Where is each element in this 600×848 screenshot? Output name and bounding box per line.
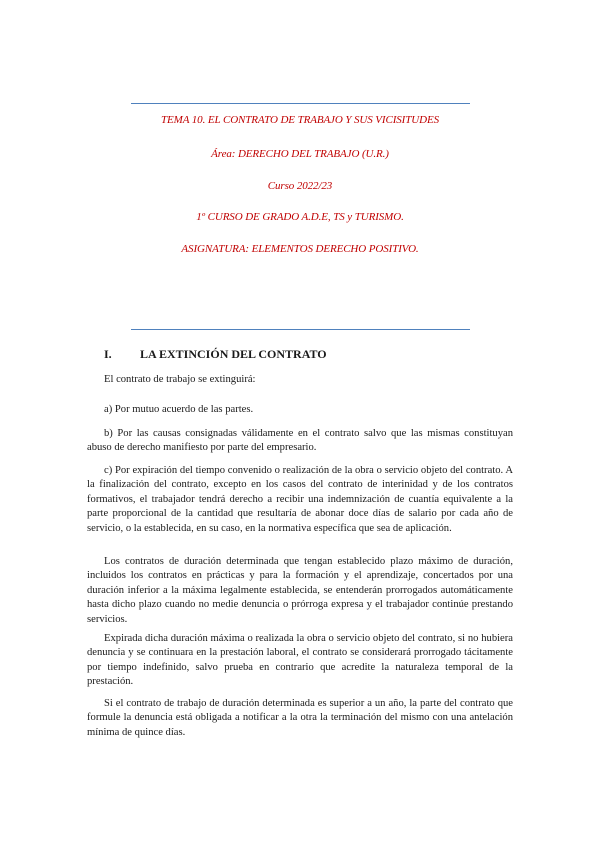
paragraph-prorroga-tacita: Expirada dicha duración máxima o realizada la obra o servicio objeto del contrato, si no hubiera denuncia y se continuara en la prestación laboral, el contrato se considerará prorrogado tácitamente por tiempo indefinido, salvo prueba en contrario que acredite la naturaleza temporal de la prestación. [87,633,513,688]
header-asignatura: ASIGNATURA: ELEMENTOS DERECHO POSITIVO. [181,243,419,255]
bottom-divider [131,329,470,330]
top-divider [131,103,470,104]
header-curso: Curso 2022/23 [267,180,333,192]
header-grado: 1º CURSO DE GRADO A.D.E, TS y TURISMO. [196,211,404,223]
paragraph-item-a: a) Por mutuo acuerdo de las partes. [104,404,254,415]
section-number: I. [104,347,112,361]
paragraph-intro: El contrato de trabajo se extinguirá: [104,374,256,385]
paragraph-item-b: b) Por las causas consignadas válidamente en el contrato salvo que las mismas constituyan abuso de derecho manifiesto por parte del empresario. [87,428,513,454]
section-title-text: LA EXTINCIÓN DEL CONTRATO [140,347,327,361]
header-tema: TEMA 10. EL CONTRATO DE TRABAJO Y SUS VICISITUDES [161,114,439,126]
header-area: Área: DERECHO DEL TRABAJO (U.R.) [211,148,389,160]
paragraph-item-c: c) Por expiración del tiempo convenido o realización de la obra o servicio objeto del contrato. A la finalización del contrato, excepto en los casos del contrato de interinidad y de los contratos formativos, el trabajador tendrá derecho a recibir una indemnización de cuantía equivalente a la parte proporcional de la cantidad que resultaría de abonar doce días de salario por cada año de servicio, o la establecida, en su caso, en la normativa específica que sea de aplicación. [87,465,513,534]
paragraph-duracion-determinada: Los contratos de duración determinada que tengan establecido plazo máximo de duración, incluidos los contratos en prácticas y para la formación y el aprendizaje, concertados por una duración inferior a la máxima legalmente establecida, se entenderán prorrogados automáticamente hasta dicho plazo cuando no medie denuncia o prórroga expresa y el trabajador continúe prestando servicios. [87,556,513,625]
paragraph-preaviso: Si el contrato de trabajo de duración determinada es superior a un año, la parte del contrato que formule la denuncia está obligada a notificar a la otra la terminación del mismo con una antelación mínima de quince días. [87,698,513,738]
section-heading [104,347,327,362]
